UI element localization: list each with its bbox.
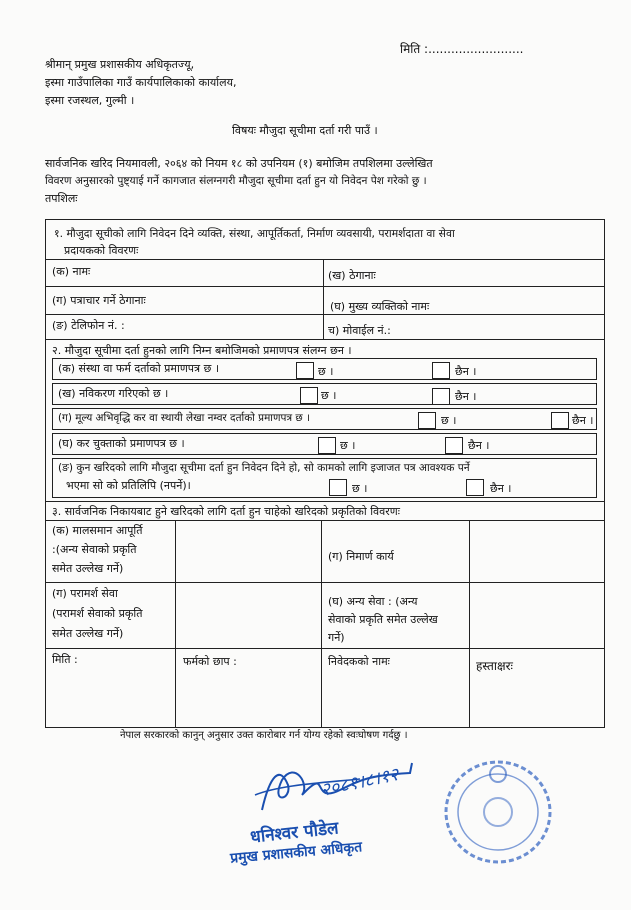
cert-row-4-yes-checkbox[interactable]: [318, 437, 336, 454]
section3-heading: ३. सार्वजनिक निकायबाट हुने खरिदको लागि दर्ता हुन चाहेको खरिदको प्रकृतिको विवरणः: [52, 505, 400, 518]
cert-row-5-no-checkbox[interactable]: [466, 479, 484, 496]
cert-row-3-no-checkbox[interactable]: [551, 412, 569, 429]
telephone-field[interactable]: (ङ) टेलिफोन नं. :: [52, 319, 125, 332]
intro-line-1: सार्वजनिक खरिद नियमावली, २०६४ को नियम १८ को उपनियम (१) बमोजिम तपशिलमा उल्लेखित: [45, 157, 433, 170]
cert-row-4-no: छैन ।: [468, 439, 490, 452]
cert-row-3-yes-checkbox[interactable]: [418, 412, 436, 429]
addressee-line-2: इस्मा गाउँपालिका गाउँ कार्यपालिकाको कार्यालय,: [45, 76, 237, 89]
section1-heading-1: १. मौजुदा सूचीको लागि निवेदन दिने व्यक्ति, संस्था, आपूर्तिकर्ता, निर्माण व्यवसायी, परामर्शदाता वा सेवा: [54, 227, 455, 240]
cert-row-1-no-checkbox[interactable]: [432, 362, 450, 379]
intro-line-3: तपशिलः: [45, 192, 78, 205]
other-service-label-2: सेवाको प्रकृति समेत उल्लेख: [328, 613, 438, 626]
address-field[interactable]: (ख) ठेगानाः: [328, 269, 376, 282]
cert-row-2-no-checkbox[interactable]: [432, 388, 450, 405]
cert-row-2-yes: छ ।: [321, 389, 337, 402]
goods-supply-label-2: :(अन्य सेवाको प्रकृति: [52, 543, 137, 556]
cert-row-1-no: छैन ।: [455, 365, 477, 378]
cert-row-1-yes-checkbox[interactable]: [296, 362, 314, 379]
date-field[interactable]: मिति :.........................: [400, 42, 524, 56]
cert-row-1-yes: छ ।: [318, 365, 334, 378]
cert-row-5-label-1: (ङ) कुन खरिदको लागि मौजुदा सूचीमा दर्ता हुन निवेदन दिने हो, सो कामको लागि इजाजत पत्र आवश्यक पर्ने: [58, 462, 470, 474]
cert-row-5-yes-checkbox[interactable]: [329, 479, 347, 496]
name-field[interactable]: (क) नामः: [52, 265, 91, 278]
consulting-label-2: (परामर्श सेवाको प्रकृति: [52, 607, 143, 620]
cert-row-2-label: (ख) नविकरण गरिएको छ ।: [58, 387, 169, 400]
goods-supply-label-1: (क) मालसमान आपूर्ति: [52, 524, 143, 537]
signatory-name: धनिश्वर पौडेल: [249, 818, 340, 848]
section2-heading: २. मौजुदा सूचीमा दर्ता हुनको लागि निम्न बमोजिमको प्रमाणपत्र संलग्न छन ।: [52, 344, 352, 357]
official-seal: [438, 752, 558, 872]
consulting-label-1: (ग) परामर्श सेवा: [52, 587, 118, 600]
cert-row-2-yes-checkbox[interactable]: [300, 387, 318, 404]
intro-line-2: विवरण अनुसारको पुष्ट्याई गर्ने कागजात संलग्नगरी मौजुदा सूचीमा दर्ता हुन यो निवेदन पेश गरेको छु ।: [45, 175, 427, 187]
cert-row-2-no: छैन ।: [455, 390, 477, 403]
consulting-label-3: समेत उल्लेख गर्ने): [52, 627, 124, 640]
subject-line: विषयः मौजुदा सूचीमा दर्ता गरी पाउँ ।: [232, 124, 378, 137]
mobile-field[interactable]: च) मोवाईल नं.:: [328, 324, 391, 337]
cert-row-3-label: (ग) मूल्य अभिवृद्धि कर वा स्थायी लेखा नम्वर दर्ताको प्रमाणपत्र छ ।: [58, 412, 310, 424]
key-person-field[interactable]: (घ) मुख्य व्यक्तिको नामः: [330, 300, 430, 313]
declaration-text: नेपाल सरकारको कानुन् अनुसार उक्त कारोबार गर्न योग्य रहेको स्वःघोषण गर्दछु ।: [120, 730, 408, 741]
date-label[interactable]: मिति :: [52, 653, 78, 666]
cert-row-5-no: छैन ।: [490, 482, 512, 495]
addressee-line-3: इस्मा रजस्थल, गुल्मी ।: [45, 94, 135, 107]
cert-row-3-no: छैन ।: [572, 414, 594, 427]
signature-label[interactable]: हस्ताक्षरः: [476, 659, 513, 673]
section1-heading-2: प्रदायकको विवरणः: [64, 244, 139, 257]
signatory-title: प्रमुख प्रशासकीय अधिकृत: [229, 839, 363, 867]
applicant-name-label[interactable]: निवेदकको नामः: [328, 655, 390, 668]
cert-row-3-yes: छ ।: [441, 414, 457, 427]
other-service-label-1: (घ) अन्य सेवा : (अन्य: [328, 595, 418, 608]
addressee-line-1: श्रीमान् प्रमुख प्रशासकीय अधिकृतज्यू,: [45, 58, 195, 71]
construction-label: (ग) निमार्ण कार्य: [328, 550, 394, 563]
cert-row-5-label-2: भएमा सो को प्रतिलिपि (नपर्ने)।: [66, 479, 191, 492]
other-service-label-3: गर्ने): [328, 631, 345, 644]
cert-row-4-no-checkbox[interactable]: [445, 437, 463, 454]
cert-row-5-yes: छ ।: [352, 482, 368, 495]
signature-date: २०८१।८।१२: [318, 763, 401, 801]
firm-stamp-label[interactable]: फर्मको छाप :: [183, 655, 237, 668]
cert-row-4-label: (घ) कर चुक्ताको प्रमाणपत्र छ ।: [58, 437, 185, 450]
cert-row-1-label: (क) संस्था वा फर्म दर्ताको प्रमाणपत्र छ ।: [58, 362, 219, 375]
goods-supply-label-3: समेत उल्लेख गर्ने): [52, 562, 124, 575]
cert-row-4-yes: छ ।: [340, 439, 356, 452]
mailing-address-field[interactable]: (ग) पत्राचार गर्ने ठेगानाः: [52, 294, 146, 307]
